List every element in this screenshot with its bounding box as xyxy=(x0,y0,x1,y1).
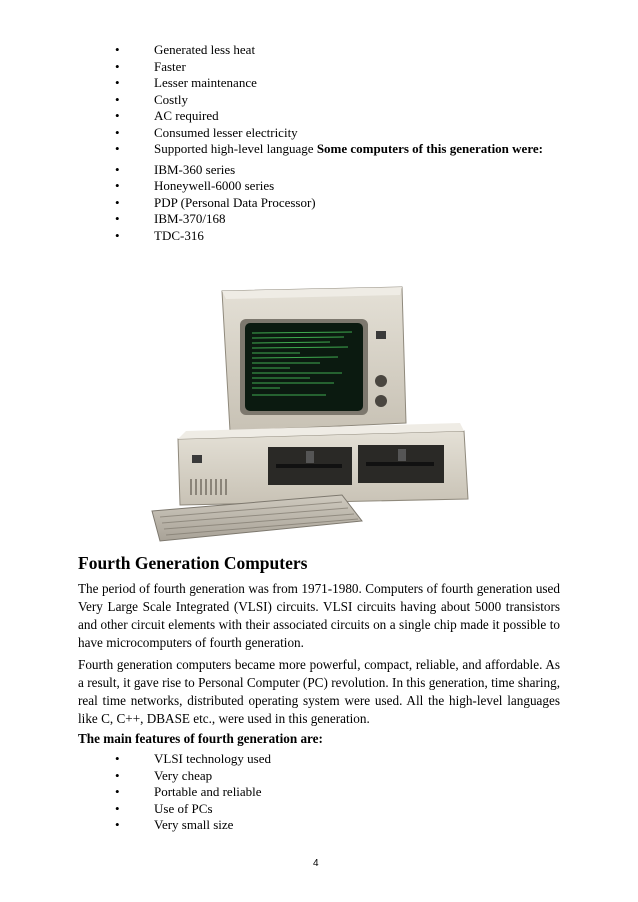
list-item: • Use of PCs xyxy=(115,800,213,816)
list-item: • Consumed lesser electricity xyxy=(115,124,298,140)
list-item: • AC required xyxy=(115,108,219,123)
list-item: • PDP (Personal Data Processor) xyxy=(115,194,316,210)
bullet-icon: • xyxy=(115,75,120,90)
bullet-icon: • xyxy=(115,751,120,766)
page-number: 4 xyxy=(313,858,319,869)
drive-latch xyxy=(306,451,314,463)
features-heading: The main features of fourth generation are: xyxy=(78,731,323,746)
personal-computer-image xyxy=(130,283,512,543)
list-item: • TDC-316 xyxy=(115,227,204,243)
brightness-knob-icon xyxy=(375,375,387,387)
bullet-icon: • xyxy=(115,817,120,832)
drive-slot xyxy=(366,462,434,466)
contrast-knob-icon xyxy=(375,395,387,407)
bullet-icon: • xyxy=(115,784,120,799)
list-item: • Lesser maintenance xyxy=(115,75,257,90)
bullet-icon: • xyxy=(115,227,120,243)
bullet-icon: • xyxy=(115,178,120,193)
list-item: • Generated less heat xyxy=(115,42,256,57)
bullet-icon: • xyxy=(115,767,120,783)
bullet-icon: • xyxy=(115,58,120,74)
fourth-gen-features-list xyxy=(0,751,638,834)
paragraph-features: Fourth generation computers became more powerful, compact, reliable, and affordable. As a result, it gave rise to Personal Computer (PC) revolution. In this generation, time sharing, real time networks, distributed operating system were used. All the high-level languages like C, C++, DBASE etc., were used in this generation. xyxy=(78,657,560,726)
examples-heading: Some computers of this generation were: xyxy=(316,141,543,156)
bullet-icon: • xyxy=(115,108,120,123)
computer-illustration xyxy=(130,283,512,543)
bullet-icon: • xyxy=(115,161,120,177)
list-item: • VLSI technology used xyxy=(115,751,271,766)
list-item: • Very cheap xyxy=(115,767,213,783)
bullet-icon: • xyxy=(115,194,120,210)
system-badge xyxy=(192,455,202,463)
list-item: • Very small size xyxy=(115,817,234,832)
drive-latch xyxy=(398,449,406,461)
screen xyxy=(245,323,363,411)
brand-badge xyxy=(376,331,386,339)
paragraph-period: The period of fourth generation was from 1971-1980. Computers of fourth generation used Very Large Scale Integrated (VLSI) circuits. VLSI circuits having about 5000 transistors and other circuit elements with their associated circuits on a single chip made it possible to have microcomputers of fourth generation. xyxy=(78,581,560,650)
list-item: • Costly xyxy=(115,91,188,107)
generation-features-list xyxy=(0,42,638,244)
list-item: • IBM-360 series xyxy=(115,161,236,177)
bullet-icon: • xyxy=(115,91,120,107)
list-item: • Portable and reliable xyxy=(115,784,262,799)
bullet-icon: • xyxy=(115,141,120,156)
list-item: • IBM-370/168 xyxy=(115,211,226,226)
list-item: • Honeywell-6000 series xyxy=(115,178,275,193)
bullet-icon: • xyxy=(115,800,120,816)
bullet-icon: • xyxy=(115,124,120,140)
section-heading: Fourth Generation Computers xyxy=(78,553,308,573)
list-item: • Faster xyxy=(115,58,186,74)
bullet-icon: • xyxy=(115,211,120,226)
drive-slot xyxy=(276,464,342,468)
list-item: • Supported high-level language Some computers of this generation were: xyxy=(115,141,543,156)
bullet-icon: • xyxy=(115,42,120,57)
